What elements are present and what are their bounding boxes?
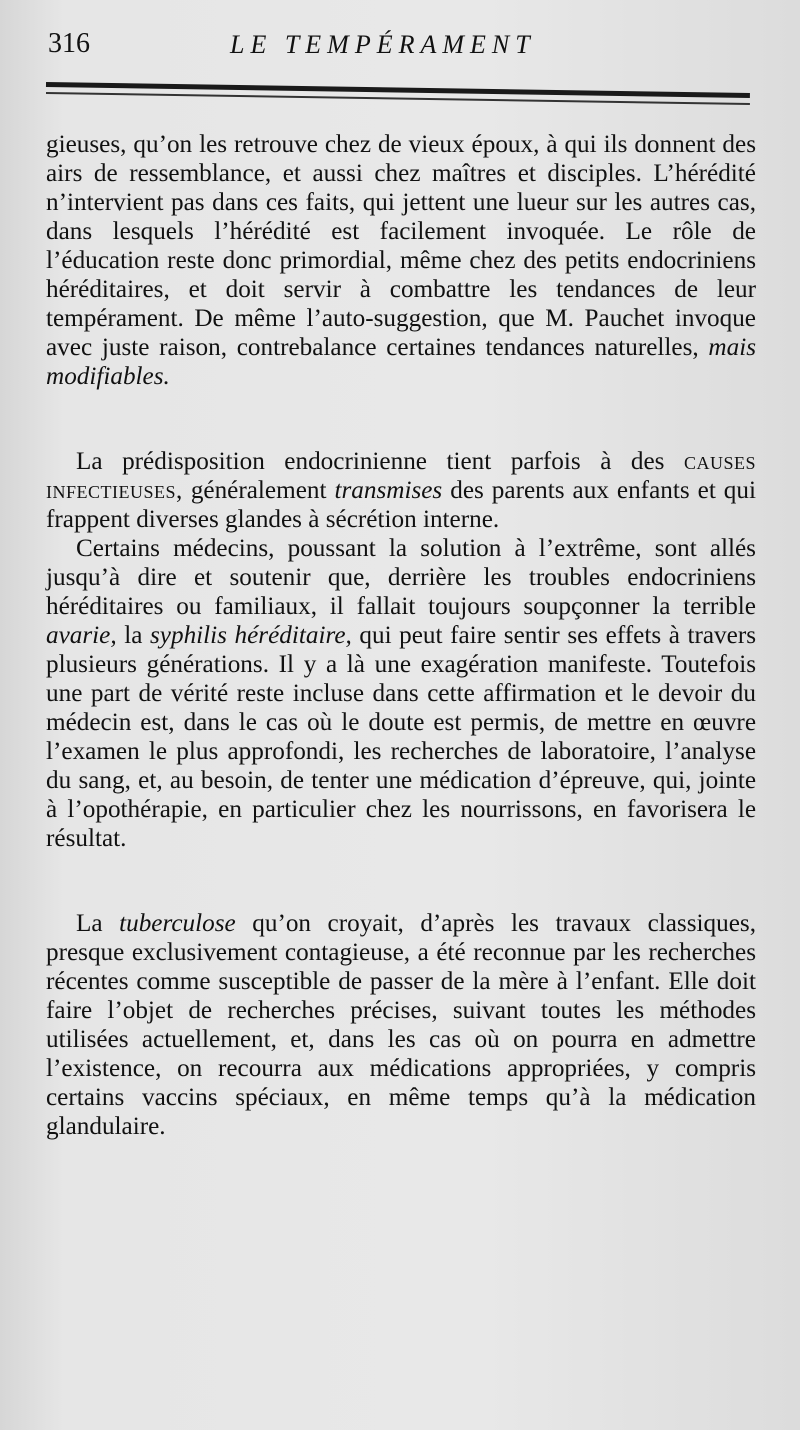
paragraph-text: généralement [190, 477, 327, 504]
italic-text: transmises [334, 477, 443, 504]
page-number: 316 [48, 28, 90, 59]
smallcaps-text: causes infectieuses, [46, 448, 757, 504]
section-gap [46, 853, 756, 909]
paragraph-text: La [76, 910, 103, 937]
paragraph-text: qui peut faire sentir ses effets à travers plusieurs générations. Il y a là une exagération manifeste. Toutefois une part de vérité reste incluse dans cette affirmation et le devoir du médecin est, dans le cas où le doute est permis, de mettre en œuvre l’examen le plus approfondi, les recherches de laboratoire, l’analyse du sang, et, au besoin, de tenter une médication d’épreuve, qui, jointe à l’opothérapie, en particulier chez les nourrissons, en favorisera le résultat. [46, 622, 757, 852]
italic-text: avarie, [46, 622, 117, 649]
italic-text: tuberculose [119, 910, 236, 937]
paragraph-syphilis [46, 534, 756, 853]
italic-text: mais modifiables. [46, 334, 757, 390]
paragraph-text: Certains médecins, poussant la solution à l’extrême, sont allés jusqu’à dire et soutenir que, derrière les troubles endocriniens héréditaires ou familiaux, il fallait toujours soupçonner la terrible [46, 535, 756, 620]
paragraph-text: la [124, 622, 143, 649]
paragraph-text: des parents aux enfants et qui frappent diverses glandes à sécrétion interne. [46, 477, 756, 533]
body-text [46, 130, 756, 1141]
page-header [48, 28, 760, 68]
section-gap [46, 391, 756, 447]
running-title: LE TEMPÉRAMENT [230, 30, 536, 59]
paragraph-tuberculosis [46, 909, 756, 1141]
paragraph-continuation [46, 130, 756, 391]
paragraph-text: gieuses, qu’on les retrouve chez de vieux époux, à qui ils donnent des airs de ressemblance, et aussi chez maîtres et disciples. L’hérédité n’intervient pas dans ces faits, qui jettent une lueur sur les autres cas, dans lesquels l’hérédité est facilement invoquée. Le rôle de l’éducation reste donc primordial, même chez des petits endocriniens héréditaires, et doit servir à combattre les tendances de leur tempérament. De même l’auto-suggestion, que M. Pauchet invoque avec juste raison, contrebalance certaines tendances naturelles, [46, 131, 756, 361]
paragraph-infectious-causes [46, 447, 756, 534]
italic-text: syphilis héréditaire, [150, 622, 352, 649]
paragraph-text: La prédisposition endocrinienne tient parfois à des [76, 448, 665, 475]
paragraph-text: qu’on croyait, d’après les travaux classiques, presque exclusivement contagieuse, a été reconnue par les recherches récentes comme susceptible de passer de la mère à l’enfant. Elle doit faire l’objet de recherches précises, suivant toutes les méthodes utilisées actuellement, et, dans les cas où on pourra en admettre l’existence, on recourra aux médications appropriées, y compris certains vaccins spéciaux, en même temps qu’à la médication glandulaire. [46, 910, 757, 1140]
